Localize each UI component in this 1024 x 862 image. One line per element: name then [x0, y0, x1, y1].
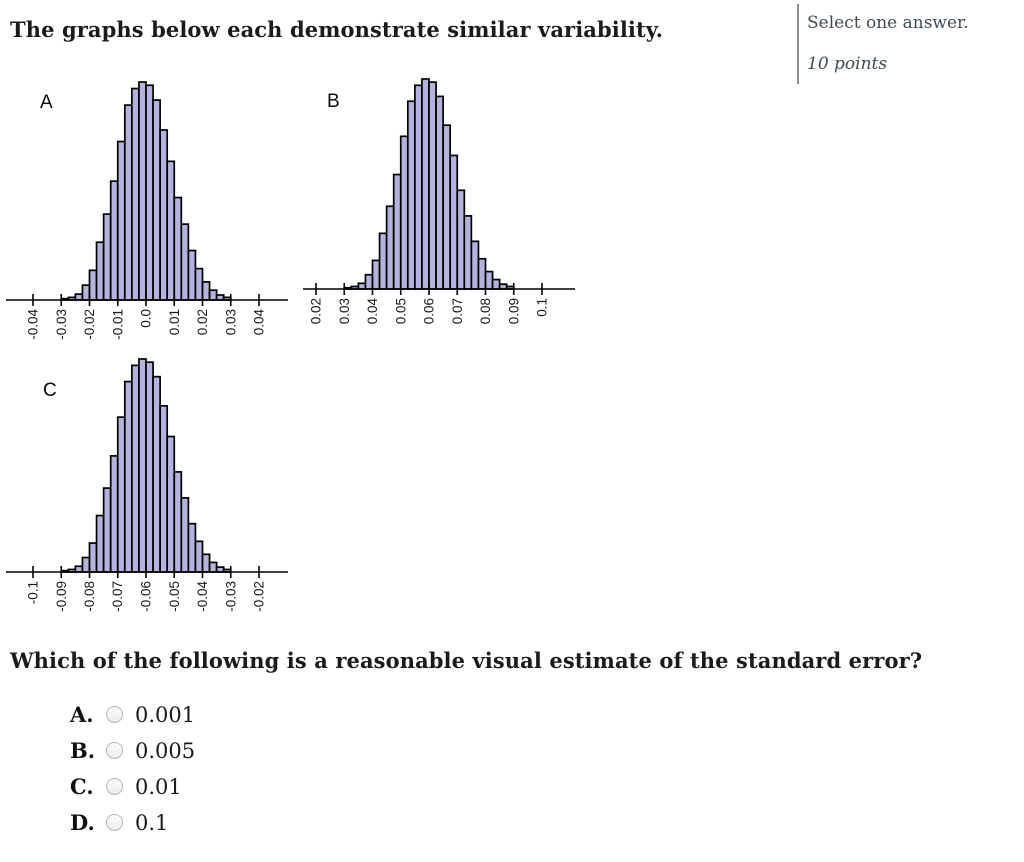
histogram-bar	[104, 214, 111, 300]
histogram-bar	[471, 241, 478, 289]
x-axis-tick-label: 0.03	[336, 298, 352, 325]
histogram-bar	[365, 275, 372, 289]
answer-option-row-b	[70, 737, 195, 764]
histogram-bar	[118, 142, 125, 300]
histogram-bar	[153, 377, 160, 572]
x-axis-tick-label: -0.08	[82, 581, 97, 612]
radio-button-d[interactable]	[106, 814, 123, 831]
histogram-bar	[195, 541, 202, 572]
x-axis-tick-label: 0.1	[534, 298, 550, 317]
histogram-bar	[104, 488, 111, 572]
histogram-bar	[181, 498, 188, 572]
x-axis-tick-label: 0.08	[478, 298, 493, 325]
histogram-bar	[415, 85, 422, 289]
histogram-bar	[450, 155, 457, 289]
prompt-text: The graphs below each demonstrate similar variability.	[10, 17, 664, 42]
histogram-bar	[464, 216, 471, 289]
histogram-bar	[97, 242, 104, 300]
histogram-bar	[210, 562, 217, 572]
histogram-bar	[429, 82, 436, 289]
histogram-bar	[90, 543, 97, 572]
x-axis-tick-label: -0.02	[82, 309, 97, 340]
histogram-bar	[90, 270, 97, 300]
histogram-bar	[139, 82, 146, 300]
x-axis-tick-label: 0.05	[393, 298, 409, 325]
option-letter-b: B.	[70, 738, 96, 763]
x-axis-tick-label: 0.02	[195, 309, 210, 336]
histogram-chart-a	[0, 70, 300, 370]
histogram-bar	[174, 472, 181, 572]
chart-label: A	[40, 92, 53, 113]
x-axis-tick-label: 0.01	[166, 309, 182, 336]
histogram-bar	[118, 417, 125, 572]
histogram-bar	[188, 251, 195, 300]
histogram-bar	[436, 96, 443, 289]
option-value-c: 0.01	[135, 774, 182, 799]
histogram-bar	[443, 125, 450, 289]
histogram-svg-a	[0, 70, 300, 370]
chart-label: B	[327, 91, 340, 112]
x-axis-tick-label: 0.03	[223, 309, 239, 336]
x-axis-tick-label: 0.07	[449, 298, 465, 325]
x-axis-tick-label: -0.1	[25, 581, 41, 605]
histogram-bar	[387, 206, 394, 289]
radio-button-a[interactable]	[106, 706, 123, 723]
answer-option-row-d	[70, 809, 195, 836]
histogram-bar	[75, 566, 82, 572]
histogram-bar	[82, 558, 89, 572]
histogram-bar	[139, 359, 146, 572]
histogram-bar	[97, 516, 104, 572]
chart-label: C	[43, 380, 57, 401]
histogram-bar	[401, 136, 408, 289]
histogram-bar	[75, 294, 82, 300]
histogram-bar	[422, 79, 429, 289]
histogram-bar	[174, 198, 181, 300]
option-value-b: 0.005	[135, 738, 196, 763]
x-axis-tick-label: -0.04	[195, 581, 210, 612]
histogram-bar	[195, 269, 202, 300]
histogram-bar	[160, 406, 167, 572]
histogram-bar	[380, 233, 387, 289]
histogram-bar	[111, 456, 118, 572]
histogram-svg-b	[295, 70, 595, 370]
histogram-bar	[493, 280, 500, 289]
histogram-bar	[373, 260, 380, 289]
answer-options-list	[70, 701, 195, 845]
x-axis-tick-label: -0.02	[251, 581, 267, 612]
histogram-bar	[188, 524, 195, 572]
histogram-bar	[408, 101, 415, 289]
answer-option-row-a	[70, 701, 195, 728]
histogram-bar	[160, 130, 167, 300]
histogram-bar	[203, 554, 210, 572]
histogram-bar	[167, 437, 174, 572]
histogram-bar	[132, 365, 139, 572]
histogram-bar	[358, 283, 365, 289]
histogram-bar	[394, 175, 401, 289]
radio-button-b[interactable]	[106, 742, 123, 759]
x-axis-tick-label: 0.04	[251, 309, 267, 336]
x-axis-tick-label: -0.03	[223, 581, 239, 612]
x-axis-tick-label: -0.07	[110, 581, 126, 612]
x-axis-tick-label: 0.02	[308, 298, 324, 325]
histogram-bar	[132, 89, 139, 300]
x-axis-tick-label: -0.06	[138, 581, 154, 612]
x-axis-tick-label: 0.04	[365, 298, 380, 325]
points-label: 10 points	[807, 54, 888, 74]
histogram-bar	[82, 285, 89, 300]
answer-instruction-text: Select one answer.	[807, 13, 969, 33]
x-axis-tick-label: 0.09	[506, 298, 522, 325]
histogram-chart-b	[295, 70, 595, 370]
histogram-bar	[125, 105, 132, 300]
option-letter-c: C.	[70, 774, 94, 799]
histogram-bar	[210, 290, 217, 300]
radio-button-c[interactable]	[106, 778, 123, 795]
option-value-a: 0.001	[135, 702, 196, 727]
histogram-bar	[457, 190, 464, 289]
option-letter-d: D.	[70, 810, 95, 835]
histogram-bar	[181, 224, 188, 300]
histogram-svg-c	[0, 350, 300, 650]
histogram-bar	[153, 100, 160, 300]
histogram-bar	[125, 382, 132, 572]
histogram-bar	[146, 85, 153, 300]
histogram-bar	[486, 272, 493, 289]
option-value-d: 0.1	[135, 810, 169, 835]
x-axis-tick-label: 0.06	[421, 298, 437, 325]
histogram-bar	[478, 259, 485, 289]
side-panel-divider	[797, 4, 799, 84]
histogram-bar	[146, 362, 153, 572]
histogram-bar	[111, 181, 118, 300]
answer-option-row-c	[70, 773, 195, 800]
option-letter-a: A.	[70, 702, 94, 727]
histogram-bar	[167, 161, 174, 300]
x-axis-tick-label: -0.04	[25, 309, 41, 340]
x-axis-tick-label: -0.03	[53, 309, 69, 340]
question-text: Which of the following is a reasonable visual estimate of the standard error?	[10, 648, 923, 673]
x-axis-tick-label: -0.09	[53, 581, 69, 612]
histogram-bar	[203, 282, 210, 300]
histogram-chart-c	[0, 350, 300, 650]
x-axis-tick-label: -0.01	[110, 309, 126, 340]
x-axis-tick-label: 0.0	[138, 309, 154, 328]
x-axis-tick-label: -0.05	[166, 581, 182, 612]
